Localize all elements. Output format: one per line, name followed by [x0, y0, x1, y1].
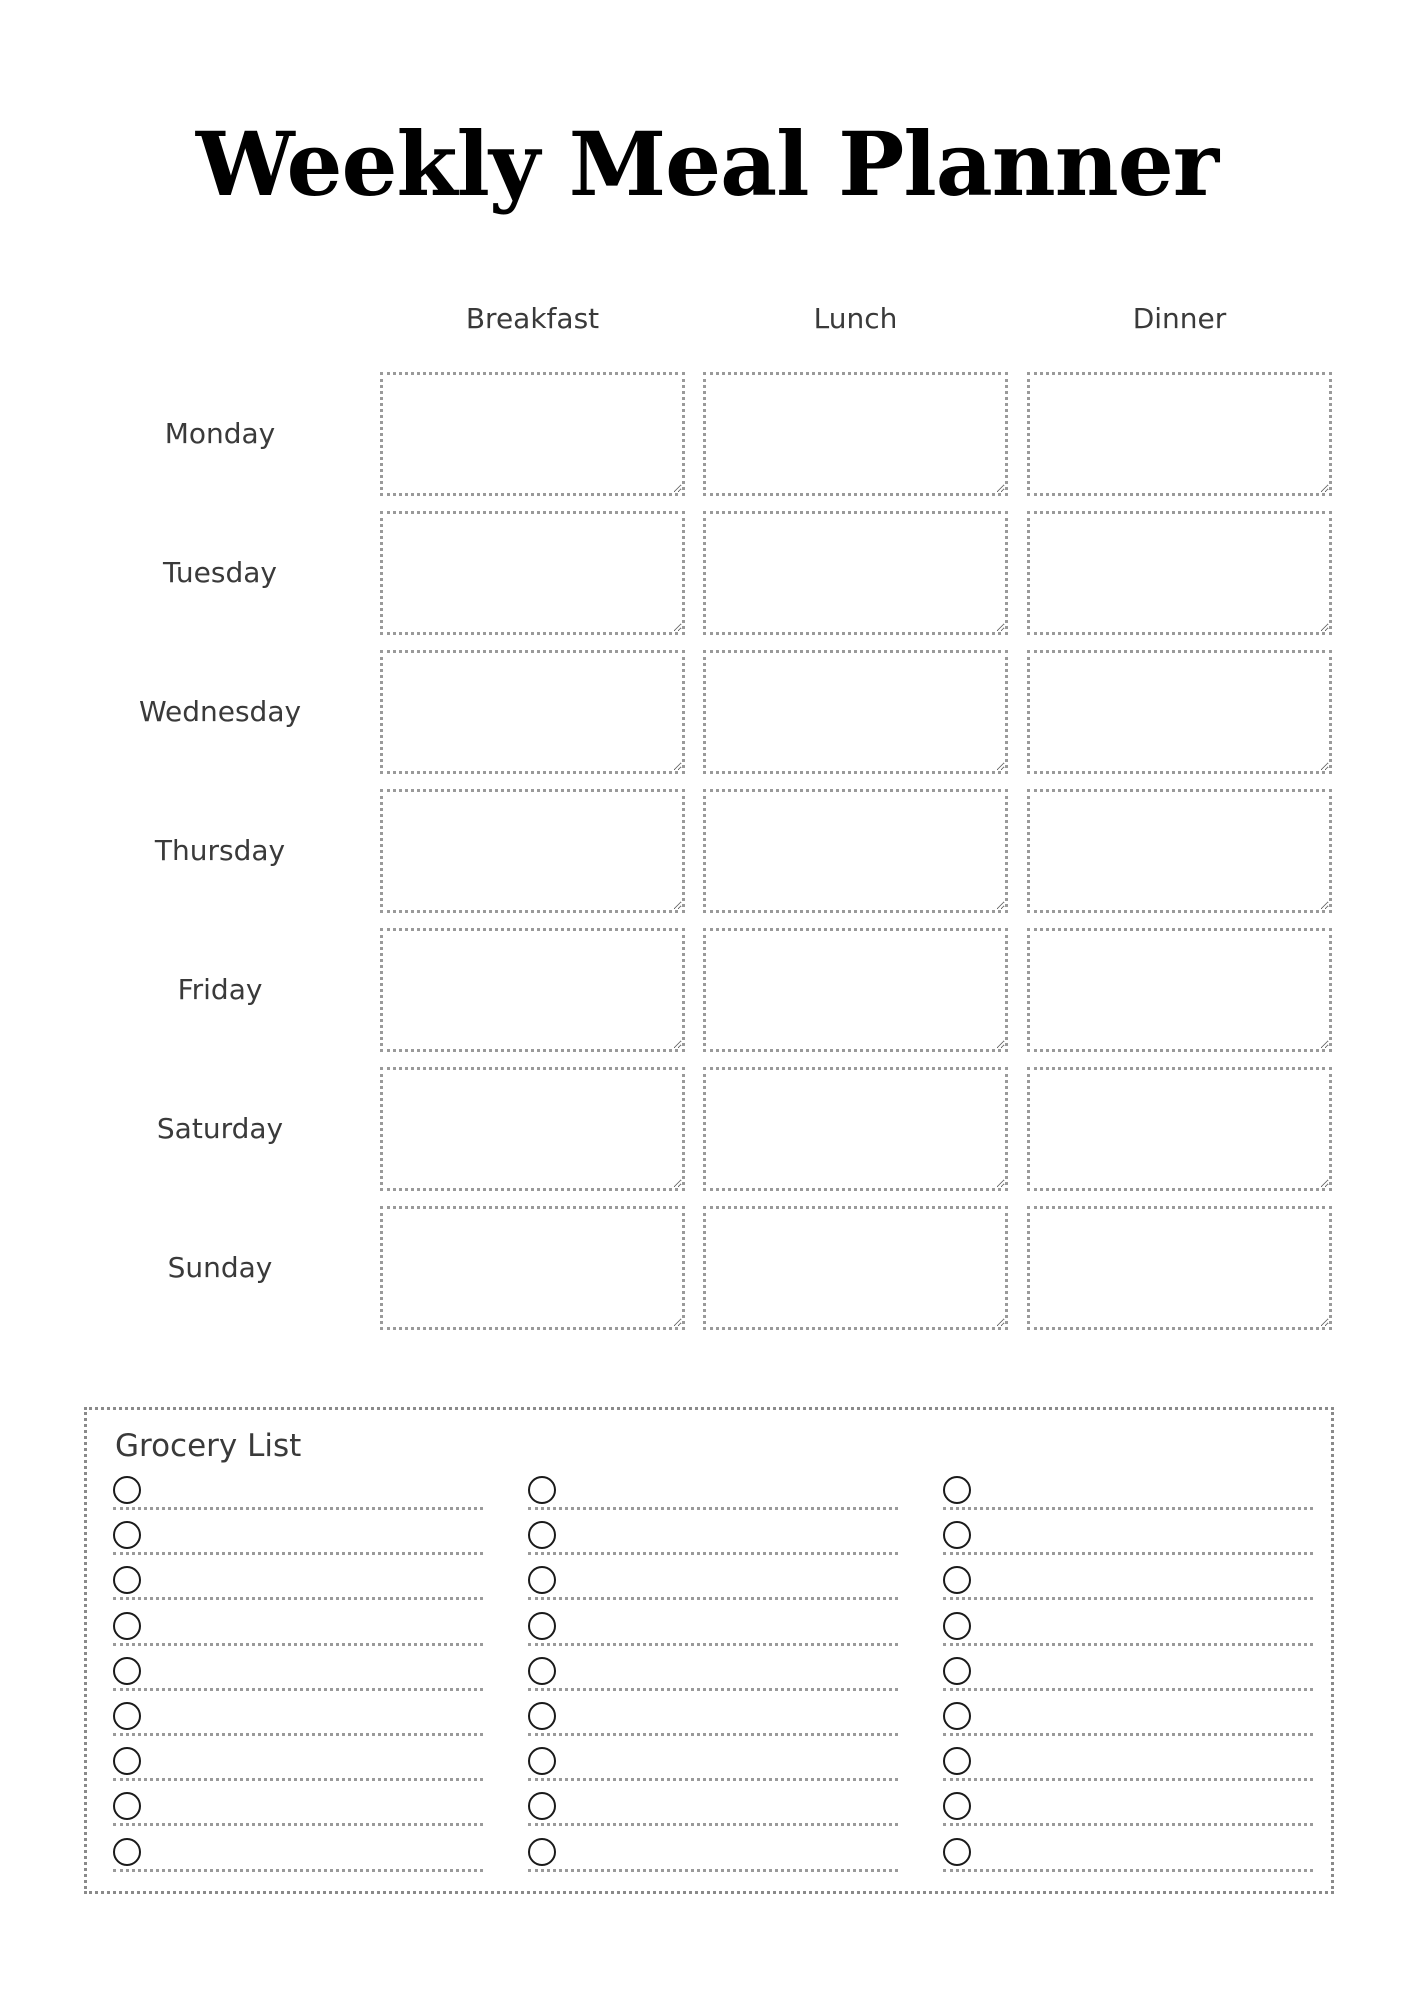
grocery-item-line[interactable] [528, 1778, 898, 1781]
checkbox-circle-icon[interactable] [943, 1838, 971, 1866]
meal-input[interactable] [1030, 931, 1329, 1049]
meal-cell-friday-lunch[interactable] [703, 928, 1008, 1052]
meal-cell-monday-lunch[interactable] [703, 372, 1008, 496]
grocery-item-line[interactable] [943, 1688, 1313, 1691]
grocery-item-line[interactable] [113, 1733, 483, 1736]
grocery-item-line[interactable] [943, 1869, 1313, 1872]
grocery-item [528, 1564, 898, 1609]
meal-cell-friday-breakfast[interactable] [380, 928, 685, 1052]
checkbox-circle-icon[interactable] [528, 1657, 556, 1685]
grocery-item [528, 1745, 898, 1790]
meal-input[interactable] [706, 792, 1005, 910]
grocery-item-line[interactable] [943, 1643, 1313, 1646]
grocery-item [943, 1655, 1313, 1700]
checkbox-circle-icon[interactable] [113, 1747, 141, 1775]
meal-cell-tuesday-breakfast[interactable] [380, 511, 685, 635]
grocery-item-line[interactable] [528, 1507, 898, 1510]
column-header-dinner: Dinner [1132, 302, 1227, 335]
checkbox-circle-icon[interactable] [943, 1702, 971, 1730]
checkbox-circle-icon[interactable] [528, 1747, 556, 1775]
checkbox-circle-icon[interactable] [528, 1838, 556, 1866]
grocery-item [943, 1474, 1313, 1519]
checkbox-circle-icon[interactable] [528, 1521, 556, 1549]
grocery-item-line[interactable] [528, 1869, 898, 1872]
grocery-item [113, 1655, 483, 1700]
grocery-column [943, 1474, 1313, 1881]
checkbox-circle-icon[interactable] [528, 1702, 556, 1730]
checkbox-circle-icon[interactable] [113, 1521, 141, 1549]
grocery-item-line[interactable] [943, 1823, 1313, 1826]
grocery-item-line[interactable] [113, 1552, 483, 1555]
meal-cell-sunday-dinner[interactable] [1027, 1206, 1332, 1330]
checkbox-circle-icon[interactable] [943, 1792, 971, 1820]
meal-input[interactable] [383, 792, 682, 910]
meal-cell-wednesday-lunch[interactable] [703, 650, 1008, 774]
checkbox-circle-icon[interactable] [528, 1566, 556, 1594]
day-label-tuesday: Tuesday [163, 556, 277, 589]
grocery-item [943, 1745, 1313, 1790]
checkbox-circle-icon[interactable] [943, 1566, 971, 1594]
day-label-friday: Friday [177, 973, 263, 1006]
grocery-item-line[interactable] [113, 1507, 483, 1510]
meal-input[interactable] [1030, 514, 1329, 632]
meal-cell-sunday-breakfast[interactable] [380, 1206, 685, 1330]
grocery-item [528, 1474, 898, 1519]
grocery-item-line[interactable] [113, 1688, 483, 1691]
meal-cell-monday-breakfast[interactable] [380, 372, 685, 496]
grocery-item [113, 1474, 483, 1519]
grocery-item-line[interactable] [528, 1597, 898, 1600]
meal-input[interactable] [383, 653, 682, 771]
grocery-item [943, 1564, 1313, 1609]
meal-input[interactable] [1030, 375, 1329, 493]
checkbox-circle-icon[interactable] [528, 1612, 556, 1640]
meal-cell-saturday-dinner[interactable] [1027, 1067, 1332, 1191]
grocery-item [113, 1519, 483, 1564]
meal-cell-thursday-dinner[interactable] [1027, 789, 1332, 913]
grocery-item [528, 1790, 898, 1835]
day-label-sunday: Sunday [167, 1251, 273, 1284]
grocery-list [84, 1407, 1334, 1894]
checkbox-circle-icon[interactable] [943, 1657, 971, 1685]
meal-cell-tuesday-dinner[interactable] [1027, 511, 1332, 635]
checkbox-circle-icon[interactable] [113, 1476, 141, 1504]
grocery-item-line[interactable] [528, 1688, 898, 1691]
meal-cell-thursday-breakfast[interactable] [380, 789, 685, 913]
checkbox-circle-icon[interactable] [113, 1612, 141, 1640]
meal-input[interactable] [706, 1070, 1005, 1188]
meal-input[interactable] [1030, 792, 1329, 910]
grocery-item-line[interactable] [113, 1823, 483, 1826]
checkbox-circle-icon[interactable] [528, 1792, 556, 1820]
meal-input[interactable] [706, 931, 1005, 1049]
page-title: Weekly Meal Planner [195, 112, 1219, 216]
meal-input[interactable] [383, 375, 682, 493]
grocery-item [528, 1519, 898, 1564]
grocery-item-line[interactable] [528, 1552, 898, 1555]
day-label-monday: Monday [164, 417, 276, 450]
meal-input[interactable] [706, 514, 1005, 632]
grocery-item [528, 1655, 898, 1700]
grocery-column [528, 1474, 898, 1881]
meal-cell-sunday-lunch[interactable] [703, 1206, 1008, 1330]
day-label-saturday: Saturday [156, 1112, 284, 1145]
grocery-item-line[interactable] [528, 1643, 898, 1646]
meal-cell-saturday-lunch[interactable] [703, 1067, 1008, 1191]
meal-input[interactable] [383, 931, 682, 1049]
meal-input[interactable] [1030, 1209, 1329, 1327]
grocery-item-line[interactable] [113, 1778, 483, 1781]
grocery-item-line[interactable] [113, 1597, 483, 1600]
meal-cell-tuesday-lunch[interactable] [703, 511, 1008, 635]
grocery-item [113, 1790, 483, 1835]
checkbox-circle-icon[interactable] [113, 1702, 141, 1730]
grocery-item-line[interactable] [528, 1733, 898, 1736]
checkbox-circle-icon[interactable] [113, 1566, 141, 1594]
meal-cell-monday-dinner[interactable] [1027, 372, 1332, 496]
grocery-item-line[interactable] [943, 1507, 1313, 1510]
meal-cell-friday-dinner[interactable] [1027, 928, 1332, 1052]
grocery-item-line[interactable] [113, 1869, 483, 1872]
day-label-wednesday: Wednesday [138, 695, 302, 728]
meal-input[interactable] [383, 1209, 682, 1327]
grocery-item-line[interactable] [943, 1733, 1313, 1736]
grocery-item [113, 1745, 483, 1790]
meal-cell-wednesday-breakfast[interactable] [380, 650, 685, 774]
meal-input[interactable] [1030, 1070, 1329, 1188]
checkbox-circle-icon[interactable] [113, 1792, 141, 1820]
grocery-item-line[interactable] [943, 1778, 1313, 1781]
column-header-lunch: Lunch [813, 302, 898, 335]
meal-input[interactable] [383, 1070, 682, 1188]
day-label-thursday: Thursday [154, 834, 286, 867]
grocery-item [943, 1610, 1313, 1655]
checkbox-circle-icon[interactable] [943, 1747, 971, 1775]
grocery-item [113, 1610, 483, 1655]
meal-cell-saturday-breakfast[interactable] [380, 1067, 685, 1191]
checkbox-circle-icon[interactable] [528, 1476, 556, 1504]
meal-cell-wednesday-dinner[interactable] [1027, 650, 1332, 774]
grocery-item [528, 1610, 898, 1655]
grocery-item-line[interactable] [943, 1597, 1313, 1600]
grocery-item [943, 1519, 1313, 1564]
grocery-item [528, 1700, 898, 1745]
grocery-item-line[interactable] [943, 1552, 1313, 1555]
meal-input[interactable] [706, 653, 1005, 771]
grocery-item [943, 1836, 1313, 1881]
grocery-list-title: Grocery List [115, 1428, 302, 1464]
checkbox-circle-icon[interactable] [113, 1838, 141, 1866]
meal-input[interactable] [706, 375, 1005, 493]
grocery-item [943, 1790, 1313, 1835]
column-header-breakfast: Breakfast [465, 302, 600, 335]
grocery-item [113, 1836, 483, 1881]
meal-input[interactable] [706, 1209, 1005, 1327]
checkbox-circle-icon[interactable] [943, 1521, 971, 1549]
grocery-item-line[interactable] [528, 1823, 898, 1826]
checkbox-circle-icon[interactable] [943, 1476, 971, 1504]
meal-cell-thursday-lunch[interactable] [703, 789, 1008, 913]
checkbox-circle-icon[interactable] [113, 1657, 141, 1685]
grocery-column [113, 1474, 483, 1881]
meal-input[interactable] [1030, 653, 1329, 771]
grocery-item [528, 1836, 898, 1881]
grocery-item [943, 1700, 1313, 1745]
grocery-item-line[interactable] [113, 1643, 483, 1646]
grocery-item [113, 1564, 483, 1609]
meal-input[interactable] [383, 514, 682, 632]
grocery-item [113, 1700, 483, 1745]
checkbox-circle-icon[interactable] [943, 1612, 971, 1640]
